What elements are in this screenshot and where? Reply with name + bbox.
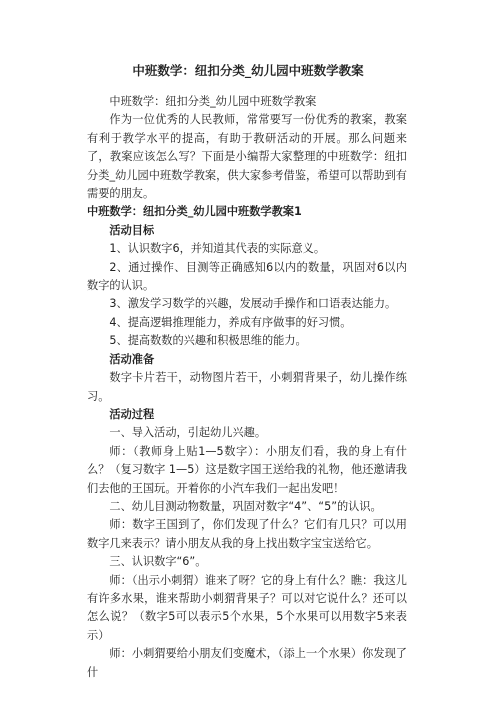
paragraph: 作为一位优秀的人民教师，常常要写一份优秀的教案，教案有利于教学水平的提高，有助于教研活动的开展。那么问题来了，教案应该怎么写？下面是小编帮大家整理的中班数学：纽扣分类_幼儿园中班数学教案，供大家参考借鉴，希望可以帮助到有需要的朋友。 — [87, 113, 407, 201]
paragraph: 1、认识数字6，并知道其代表的实际意义。 — [109, 242, 326, 256]
paragraph: 2、通过操作、目测等正确感知6以内的数量，巩固对6以内数字的认识。 — [87, 260, 407, 293]
paragraph: 数字卡片若干，动物图片若干，小刺猬背果子，幼儿操作练习。 — [87, 371, 407, 403]
document-body — [87, 93, 407, 682]
paragraph: 中班数学：纽扣分类_幼儿园中班数学教案 — [109, 95, 317, 108]
paragraph: 师：（教师身上贴1—5数字）：小朋友们看，我的身上有什么？（复习数字 1—5）这是数字国王送给我的礼物，他还邀请我们去他的王国玩。开着你的小汽车我们一起出发吧！ — [87, 444, 407, 495]
paragraph: 3、激发学习数学的兴趣，发展动手操作和口语表达能力。 — [109, 297, 397, 311]
paragraph: 4、提高逻辑推理能力，养成有序做事的好习惯。 — [109, 315, 352, 329]
subsection-heading: 活动准备 — [109, 352, 155, 366]
subsection-heading: 活动过程 — [109, 407, 155, 421]
document-title: 中班数学：纽扣分类_幼儿园中班数学教案 — [132, 63, 364, 78]
paragraph: 一、导入活动，引起幼儿兴趣。 — [109, 426, 267, 440]
paragraph: 三、认识数字“6”。 — [109, 555, 207, 569]
paragraph: 二、幼儿目测动物数量，巩固对数字“4”、“5”的认识。 — [109, 499, 382, 513]
section-heading: 中班数学：纽扣分类_幼儿园中班数学教案1 — [87, 205, 302, 219]
subsection-heading: 活动目标 — [109, 223, 155, 237]
paragraph: 师：小刺猬要给小朋友们变魔术，（添上一个水果）你发现了什 — [87, 647, 407, 679]
paragraph: 师：数字王国到了，你们发现了什么？它们有几只？可以用数字几来表示？请小朋友从我的身上找出数字宝宝送给它。 — [87, 518, 407, 550]
paragraph: 师：（出示小刺猬）谁来了呀？它的身上有什么？瞧：我这儿有许多水果，谁来帮助小刺猬背果子？可以对它说什么？还可以怎么说？（数字5可以表示5个水果，5个水果可以用数字5来表示） — [87, 573, 407, 642]
paragraph: 5、提高数数的兴趣和积极思维的能力。 — [109, 334, 307, 348]
